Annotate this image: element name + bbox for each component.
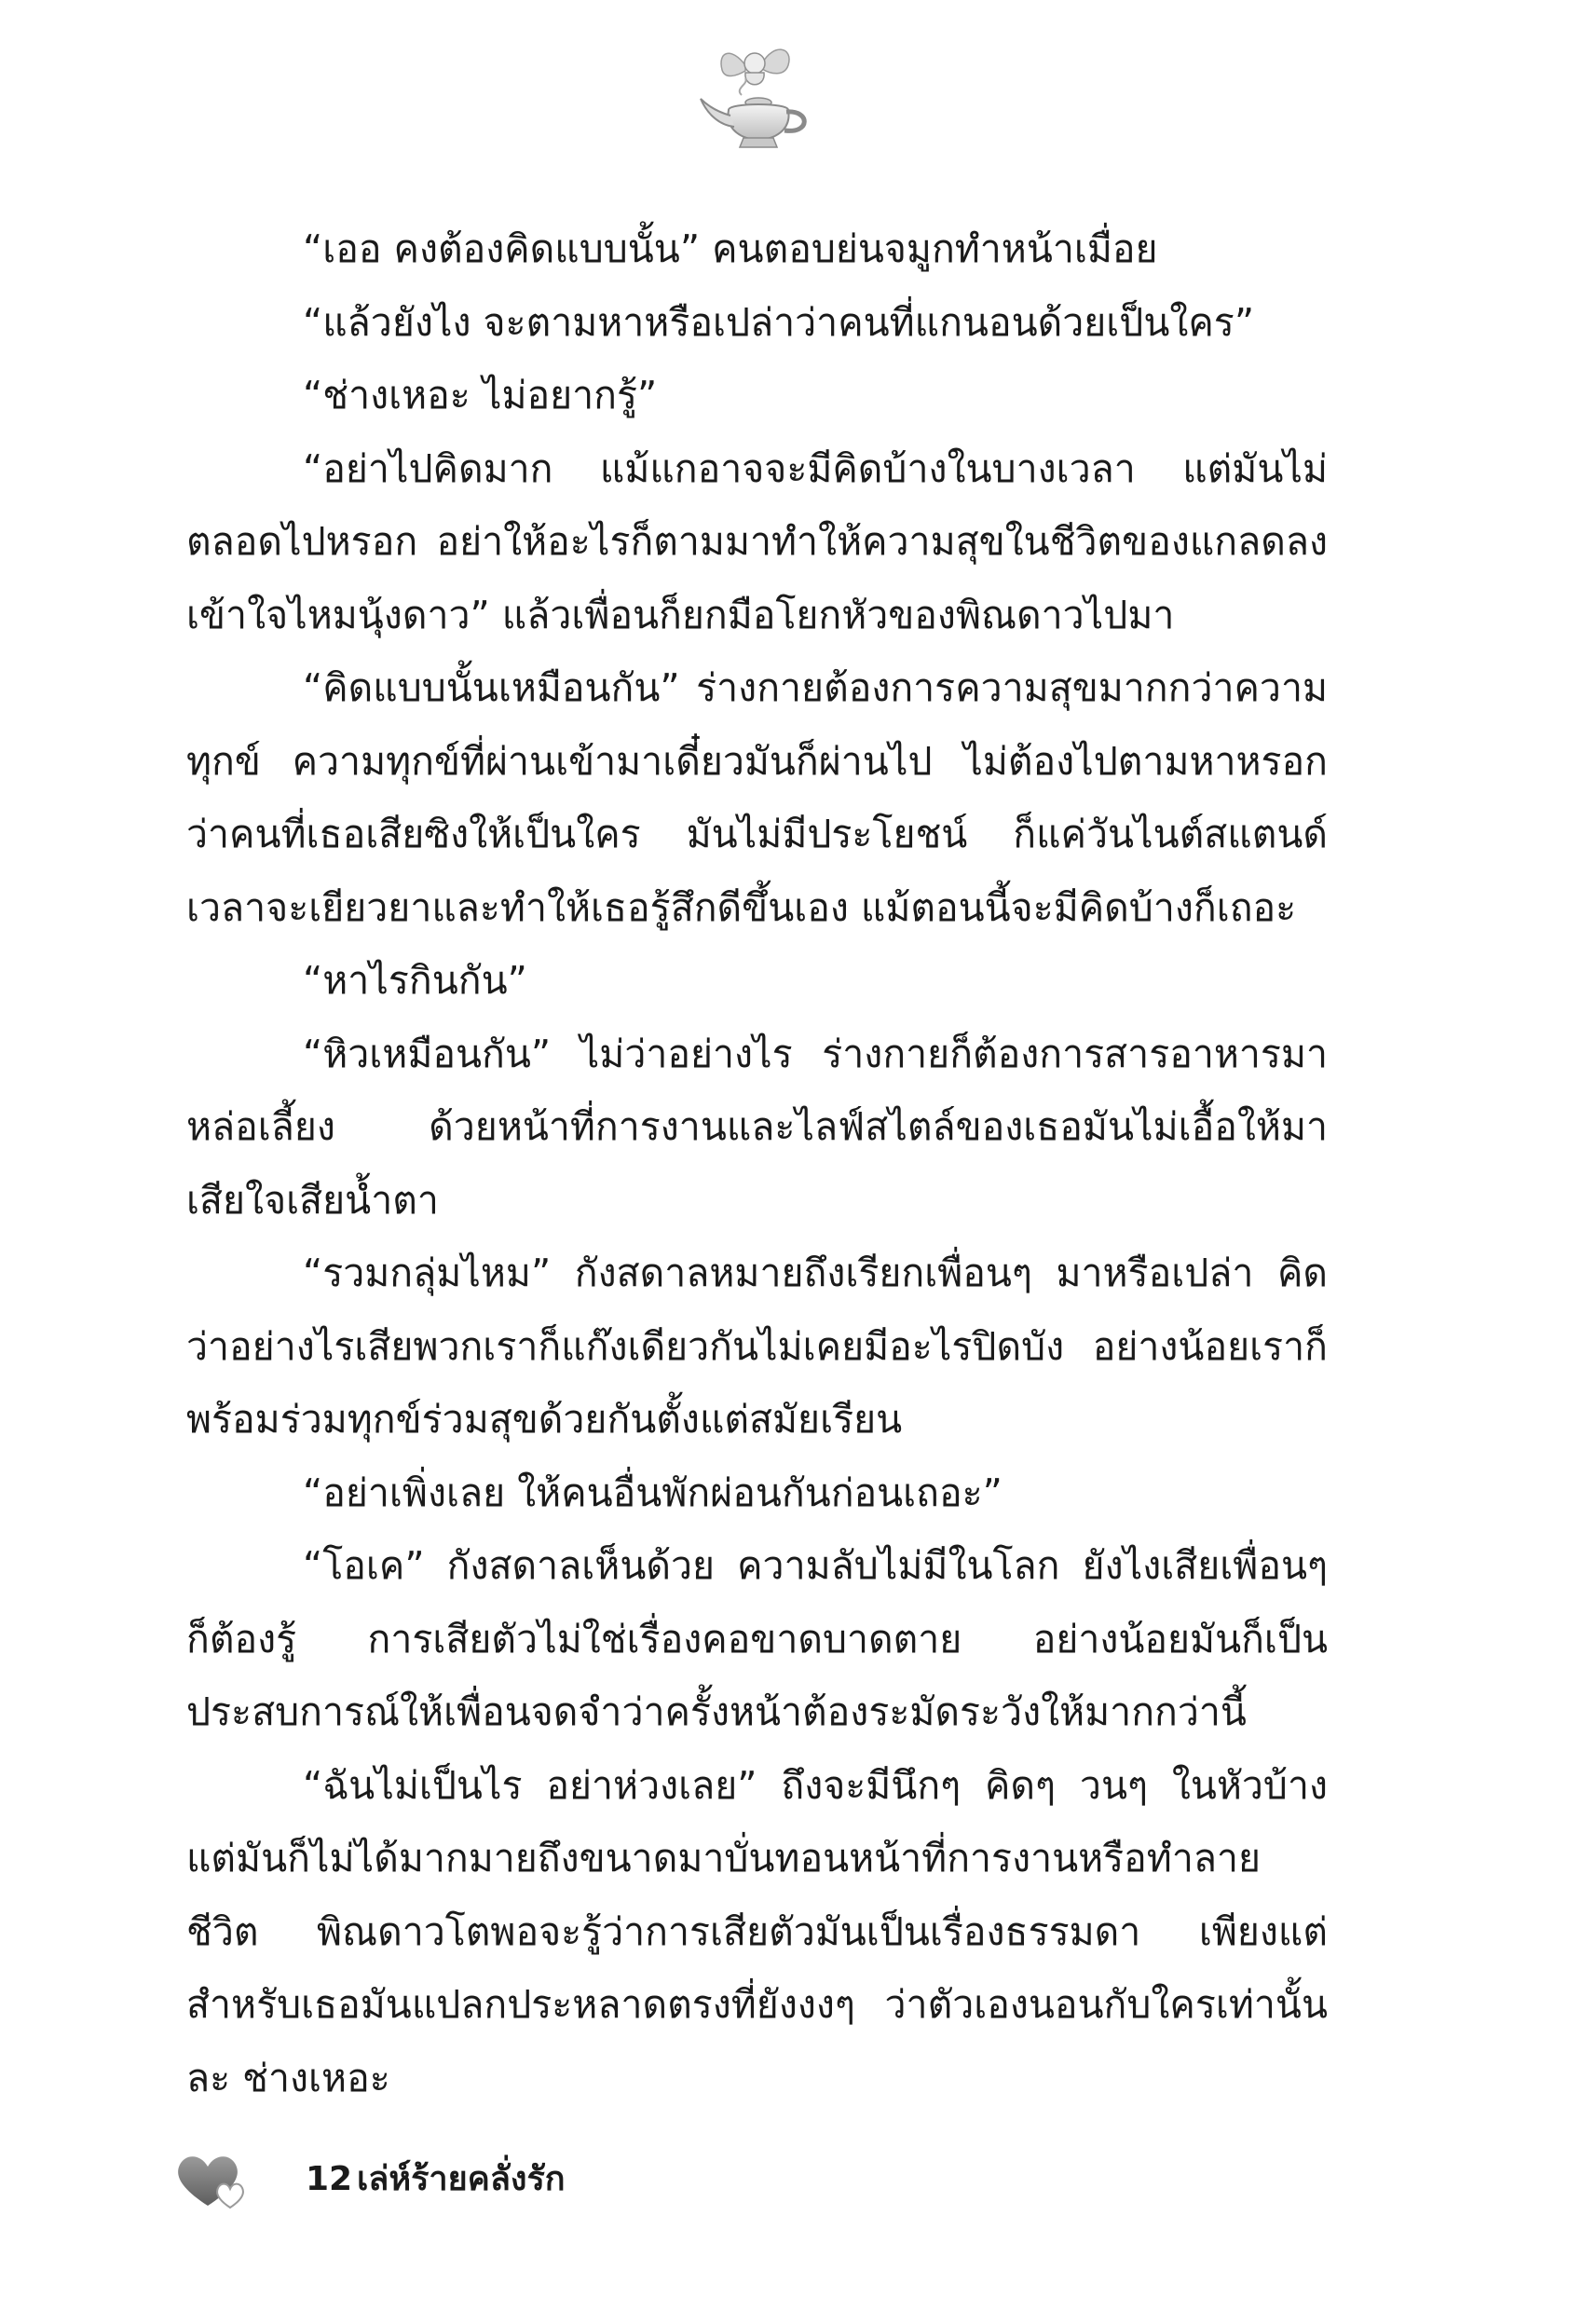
hearts-icon xyxy=(172,2148,256,2213)
paragraph: “โอเค” กังสดาลเห็นด้วย ความลับไม่มีในโลก ยังไงเสียเพื่อนๆ ก็ต้องรู้ การเสียตัวไม่ใช่เรื่องคอขาดบาดตาย อย่างน้อยมันก็เป็นประสบการณ์ให้เพื่อนจดจำว่าครั้งหน้าต้องระมัดระวังให้มากกว่านี้ xyxy=(186,1543,1328,1734)
paragraph: “คิดแบบนั้นเหมือนกัน” ร่างกายต้องการความสุขมากกว่าความทุกข์ ความทุกข์ที่ผ่านเข้ามาเดี๋ยวมันก็ผ่านไป ไม่ต้องไปตามหาหรอกว่าคนที่เธอเสียซิงให้เป็นใคร มันไม่มีประโยชน์ ก็แค่วันไนต์สแตนด์ เวลาจะเยียวยาและทำให้เธอรู้สึกดีขึ้นเอง แม้ตอนนี้จะมีคิดบ้างก็เถอะ xyxy=(186,665,1328,930)
page-number: 12 xyxy=(306,2160,353,2198)
page-footer xyxy=(172,2148,825,2222)
book-title: เล่ห์ร้ายคลั่งรัก xyxy=(357,2160,566,2198)
paragraph: “หาไรกินกัน” xyxy=(303,958,527,1003)
cupid-teapot-ornament-icon xyxy=(680,37,829,168)
paragraph: “รวมกลุ่มไหม” กังสดาลหมายถึงเรียกเพื่อนๆ มาหรือเปล่า คิดว่าอย่างไรเสียพวกเราก็แก๊งเดียวกันไม่เคยมีอะไรปิดบัง อย่างน้อยเราก็พร้อมร่วมทุกข์ร่วมสุขด้วยกันตั้งแต่สมัยเรียน xyxy=(186,1251,1328,1442)
page-body xyxy=(186,212,1328,2114)
paragraph: “อย่าเพิ่งเลย ให้คนอื่นพักผ่อนกันก่อนเถอะ” xyxy=(303,1470,1003,1515)
paragraph: “เออ คงต้องคิดแบบนั้น” คนตอบย่นจมูกทำหน้าเมื่อย xyxy=(303,226,1158,271)
paragraph: “หิวเหมือนกัน” ไม่ว่าอย่างไร ร่างกายก็ต้องการสารอาหารมาหล่อเลี้ยง ด้วยหน้าที่การงานและไลฟ์สไตล์ของเธอมันไม่เอื้อให้มาเสียใจเสียน้ำตา xyxy=(186,1031,1328,1223)
paragraph: “ช่างเหอะ ไม่อยากรู้” xyxy=(303,373,658,417)
paragraph: “ฉันไม่เป็นไร อย่าห่วงเลย” ถึงจะมีนึกๆ คิดๆ วนๆ ในหัวบ้าง แต่มันก็ไม่ได้มากมายถึงขนาดมาบั่นทอนหน้าที่การงานหรือทำลายชีวิต พิณดาวโตพอจะรู้ว่าการเสียตัวมันเป็นเรื่องธรรมดา เพียงแต่สำหรับเธอมันแปลกประหลาดตรงที่ยังงงๆ ว่าตัวเองนอนกับใครเท่านั้นละ ช่างเหอะ xyxy=(186,1762,1328,2100)
paragraph: “แล้วยังไง จะตามหาหรือเปล่าว่าคนที่แกนอนด้วยเป็นใคร” xyxy=(303,299,1255,345)
paragraph: “อย่าไปคิดมาก แม้แกอาจจะมีคิดบ้างในบางเวลา แต่มันไม่ตลอดไปหรอก อย่าให้อะไรก็ตามมาทำให้ความสุขในชีวิตของแกลดลง เข้าใจไหมนุ้งดาว” แล้วเพื่อนก็ยกมือโยกหัวของพิณดาวไปมา xyxy=(186,445,1328,637)
